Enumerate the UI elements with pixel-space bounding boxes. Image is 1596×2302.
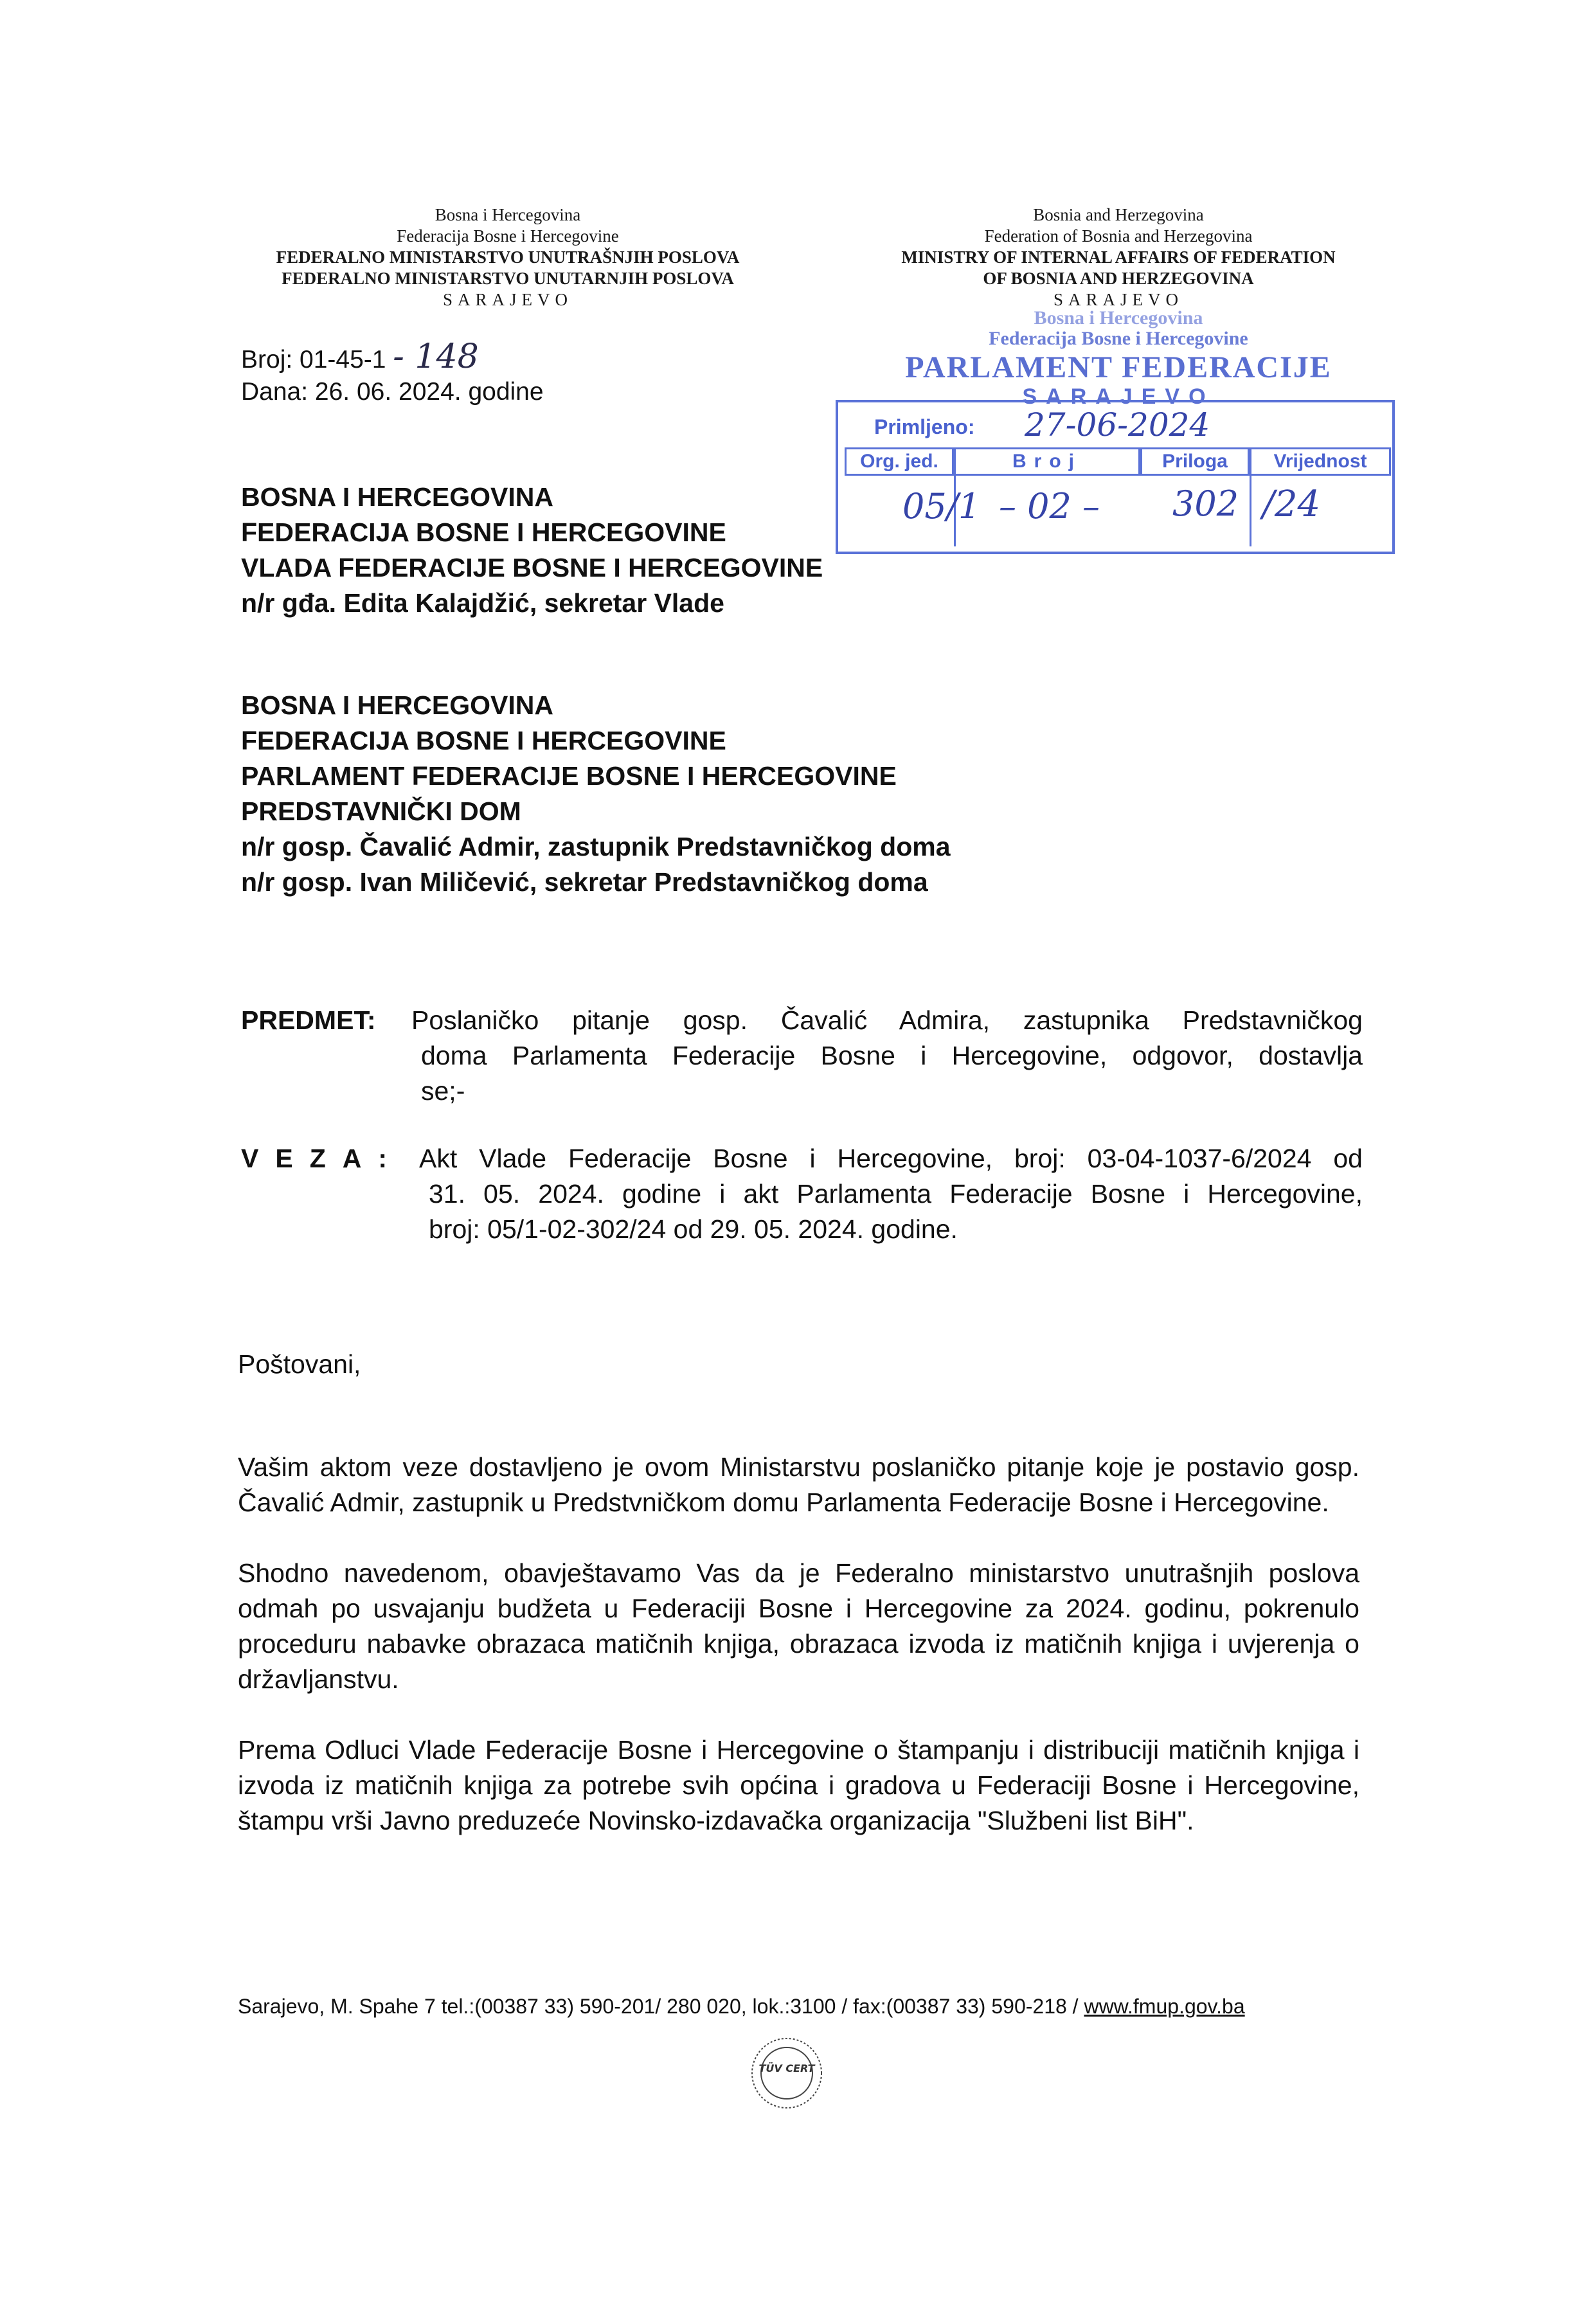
letter-body bbox=[238, 1450, 1359, 1839]
header-right-ministry-2: OF BOSNIA AND HERZEGOVINA bbox=[983, 269, 1254, 288]
document-number bbox=[241, 337, 820, 376]
certification-logo bbox=[748, 2035, 825, 2112]
stamp-entity: Federacija Bosne i Hercegovine bbox=[989, 328, 1248, 349]
stamp-col-attachments: Priloga bbox=[1140, 447, 1250, 476]
document-number-handwritten: - 148 bbox=[393, 337, 479, 376]
recipient-government-institution: VLADA FEDERACIJE BOSNE I HERCEGOVINE bbox=[241, 553, 823, 582]
recipient-parliament-country: BOSNA I HERCEGOVINA bbox=[241, 690, 553, 720]
header-left-city: SARAJEVO bbox=[442, 290, 573, 309]
stamp-handwritten-number: – 02 – bbox=[999, 486, 1100, 526]
recipient-parliament-entity: FEDERACIJA BOSNE I HERCEGOVINE bbox=[241, 726, 726, 755]
recipient-parliament-attention-2: n/r gosp. Ivan Miličević, sekretar Predstavničkog doma bbox=[241, 867, 928, 897]
certification-seal-icon bbox=[748, 2035, 825, 2112]
stamp-country: Bosna i Hercegovina bbox=[1034, 307, 1203, 328]
recipient-government bbox=[241, 480, 1205, 621]
paragraph-1: Vašim aktom veze dostavljeno je ovom Ministarstvu poslaničko pitanje koje je postavio gosp. Čavalić Admir, zastupnik u Predstvničkom domu Parlamenta Federacije Bosne i Hercegovine. bbox=[238, 1452, 1359, 1517]
subject-line-1: Poslaničko pitanje gosp. Čavalić Admira, zastupnika Predstavničkog bbox=[411, 1005, 1363, 1035]
stamp-handwritten-org: 05/1 bbox=[902, 486, 981, 526]
header-left-ministry-2: FEDERALNO MINISTARSTVO UNUTARNJIH POSLOVA bbox=[282, 269, 734, 288]
stamp-col-org: Org. jed. bbox=[845, 447, 954, 476]
salutation: Poštovani, bbox=[238, 1349, 361, 1379]
header-left-ministry-1: FEDERALNO MINISTARSTVO UNUTRAŠNJIH POSLOVA bbox=[276, 247, 740, 267]
recipient-parliament-attention-1: n/r gosp. Čavalić Admir, zastupnik Predstavničkog doma bbox=[241, 832, 951, 861]
reference-text bbox=[419, 1141, 1363, 1247]
header-right-city: SARAJEVO bbox=[1053, 290, 1184, 309]
document-reference bbox=[241, 337, 820, 408]
subject-label: PREDMET: bbox=[241, 1005, 376, 1035]
reference-label: VEZA: bbox=[241, 1144, 404, 1173]
recipient-parliament-house: PREDSTAVNIČKI DOM bbox=[241, 796, 521, 826]
paragraph-2: Shodno navedenom, obavještavamo Vas da je Federalno ministarstvo unutrašnjih poslova odmah po usvajanju budžeta u Federaciji Bosne i Hercegovine za 2024. godinu, pokrenulo proceduru nabavke obrazaca matičnih knjiga, obrazaca izvoda iz matičnih knjiga i uvjerenja o državljanstvu. bbox=[238, 1558, 1359, 1694]
subject-text bbox=[411, 1003, 1363, 1109]
recipient-parliament-institution: PARLAMENT FEDERACIJE BOSNE I HERCEGOVINE bbox=[241, 761, 897, 791]
reference-line-3: broj: 05/1-02-302/24 od 29. 05. 2024. godine. bbox=[429, 1214, 958, 1244]
footer bbox=[238, 1995, 1395, 2019]
header-left bbox=[212, 204, 803, 310]
paragraph-3: Prema Odluci Vlade Federacije Bosne i Hercegovine o štampanju i distribuciji matičnih knjiga i izvoda iz matičnih knjiga za potrebe svih općina i gradova u Federaciji Bosne i Hercegovine, štampu vrši Javno preduzeće Novinsko-izdavačka organizacija "Službeni list BiH". bbox=[238, 1735, 1359, 1835]
header-left-country: Bosna i Hercegovina bbox=[435, 205, 581, 224]
certification-logo-text: TÜV CERT bbox=[758, 2062, 815, 2074]
recipient-parliament bbox=[241, 688, 1366, 900]
stamp-col-number: Broj bbox=[954, 447, 1140, 476]
reference-line-2: 31. 05. 2024. godine i akt Parlamenta Federacije Bosne i Hercegovine, bbox=[429, 1179, 1363, 1209]
header-right-country: Bosnia and Herzegovina bbox=[1033, 205, 1204, 224]
stamp-received-date: 27-06-2024 bbox=[1025, 406, 1210, 444]
header-right bbox=[842, 204, 1395, 310]
header-right-ministry-1: MINISTRY OF INTERNAL AFFAIRS OF FEDERATION bbox=[901, 247, 1336, 267]
footer-website-link[interactable]: www.fmup.gov.ba bbox=[1084, 1995, 1245, 2018]
header-left-entity: Federacija Bosne i Hercegovine bbox=[397, 226, 619, 246]
stamp-col-value: Vrijednost bbox=[1250, 447, 1391, 476]
stamp-handwritten-year: /24 bbox=[1262, 483, 1321, 525]
header-right-entity: Federation of Bosnia and Herzegovina bbox=[984, 226, 1253, 246]
footer-address: Sarajevo, M. Spahe 7 tel.:(00387 33) 590-201/ 280 020, lok.:3100 / fax:(00387 33) 590-218 / bbox=[238, 1995, 1084, 2018]
reference-line-1: Akt Vlade Federacije Bosne i Hercegovine, broj: 03-04-1037-6/2024 od bbox=[419, 1144, 1363, 1173]
stamp-handwritten-serial: 302 bbox=[1172, 483, 1239, 524]
stamp-received-label: Primljeno: bbox=[874, 415, 975, 438]
stamp-city: SARAJEVO bbox=[1022, 384, 1215, 409]
subject-line-3: se;- bbox=[421, 1076, 465, 1106]
recipient-government-country: BOSNA I HERCEGOVINA bbox=[241, 482, 553, 512]
recipient-government-entity: FEDERACIJA BOSNE I HERCEGOVINE bbox=[241, 517, 726, 547]
recipient-government-attention: n/r gđa. Edita Kalajdžić, sekretar Vlade bbox=[241, 588, 724, 618]
stamp-institution: PARLAMENT FEDERACIJE bbox=[905, 350, 1332, 384]
stamp-row-divider-2 bbox=[1250, 476, 1251, 546]
document-date: Dana: 26. 06. 2024. godine bbox=[241, 378, 544, 406]
subject-line-2: doma Parlamenta Federacije Bosne i Hercegovine, odgovor, dostavlja bbox=[421, 1041, 1363, 1070]
document-number-label: Broj: 01-45-1 bbox=[241, 346, 386, 373]
